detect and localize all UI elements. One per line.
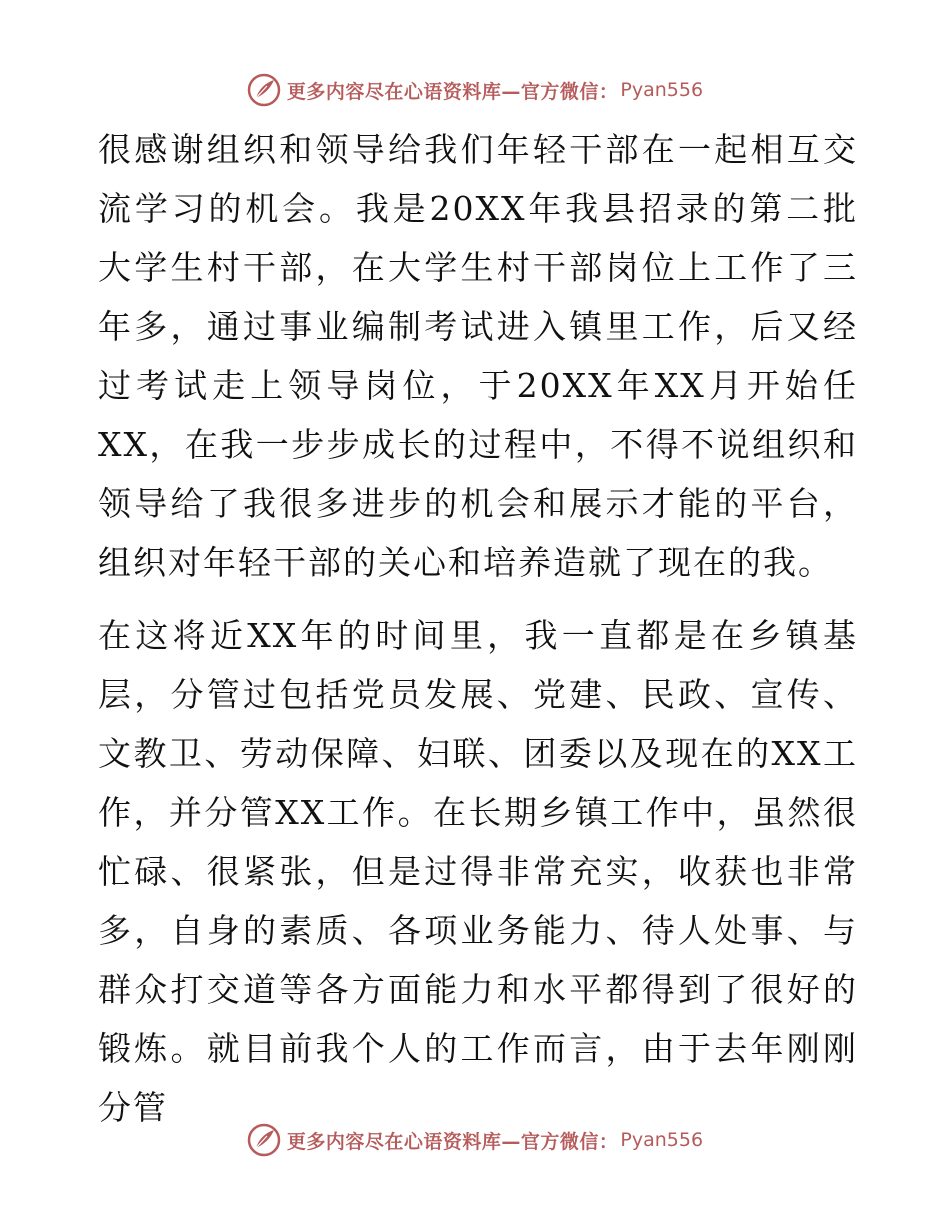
document-body (98, 120, 858, 1137)
watermark-wechat-handle: Pyan556 (620, 1129, 704, 1151)
feather-pen-logo-icon (247, 73, 281, 107)
footer-watermark (0, 1120, 950, 1160)
watermark-text: 更多内容尽在心语资料库—官方微信： (286, 80, 619, 103)
watermark-wechat-handle: Pyan556 (620, 79, 704, 101)
header-watermark (0, 70, 950, 110)
paragraph-2: 在这将近XX年的时间里，我一直都是在乡镇基层，分管过包括党员发展、党建、民政、宣传、文教卫、劳动保障、妇联、团委以及现在的XX工作，并分管XX工作。在长期乡镇工作中，虽然很忙碌、很紧张，但是过得非常充实，收获也非常多，自身的素质、各项业务能力、待人处事、与群众打交道等各方面能力和水平都得到了很好的锻炼。就目前我个人的工作而言，由于去年刚刚分管 (98, 616, 858, 1127)
paragraph-1: 很感谢组织和领导给我们年轻干部在一起相互交流学习的机会。我是20XX年我县招录的第二批大学生村干部，在大学生村干部岗位上工作了三年多，通过事业编制考试进入镇里工作，后又经过考试走上领导岗位，于20XX年XX月开始任XX，在我一步步成长的过程中，不得不说组织和领导给了我很多进步的机会和展示才能的平台，组织对年轻干部的关心和培养造就了现在的我。 (98, 130, 858, 582)
feather-pen-logo-icon (247, 1123, 281, 1157)
watermark-text: 更多内容尽在心语资料库—官方微信： (286, 1130, 619, 1153)
